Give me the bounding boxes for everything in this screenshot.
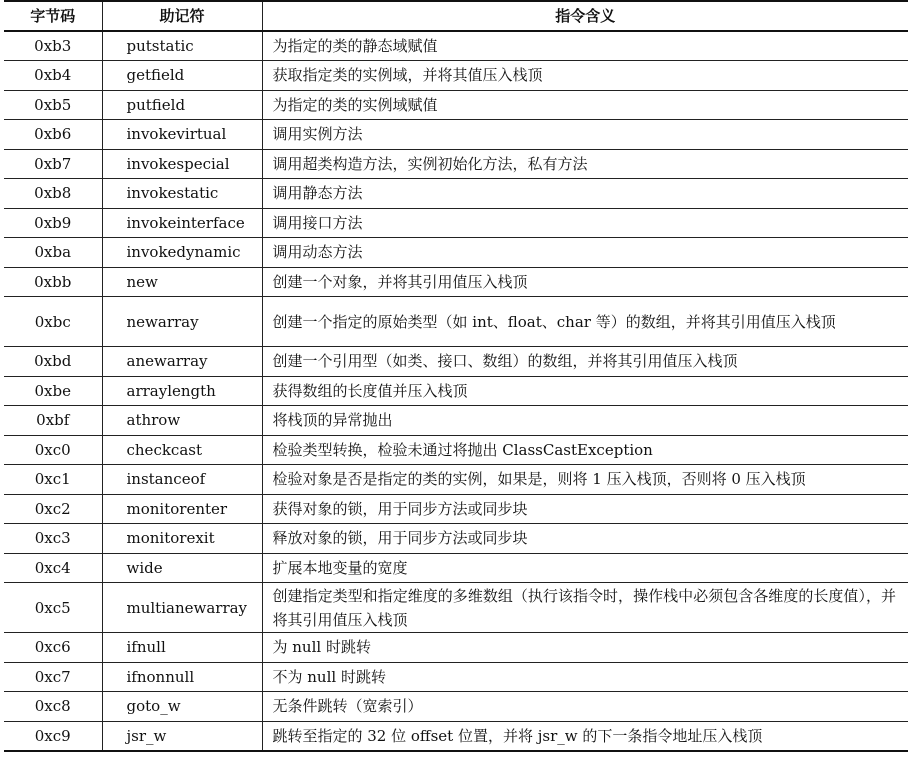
cell-bytecode: 0xc9	[4, 721, 102, 751]
cell-bytecode: 0xbe	[4, 376, 102, 406]
cell-bytecode: 0xc4	[4, 553, 102, 583]
cell-bytecode: 0xc7	[4, 662, 102, 692]
cell-mnemonic: athrow	[102, 406, 262, 436]
cell-mnemonic: instanceof	[102, 465, 262, 495]
cell-bytecode: 0xb9	[4, 208, 102, 238]
cell-bytecode: 0xbd	[4, 347, 102, 377]
cell-bytecode: 0xb3	[4, 31, 102, 61]
cell-bytecode: 0xba	[4, 238, 102, 268]
cell-mnemonic: monitorenter	[102, 494, 262, 524]
cell-meaning: 调用动态方法	[262, 238, 908, 268]
cell-meaning: 调用实例方法	[262, 120, 908, 150]
cell-bytecode: 0xbf	[4, 406, 102, 436]
table-row	[4, 90, 908, 120]
table-header-row	[4, 1, 908, 31]
cell-mnemonic: wide	[102, 553, 262, 583]
cell-meaning: 创建指定类型和指定维度的多维数组（执行该指令时，操作栈中必须包含各维度的长度值），并将其引用值压入栈顶	[262, 583, 908, 633]
cell-meaning: 调用接口方法	[262, 208, 908, 238]
cell-mnemonic: monitorexit	[102, 524, 262, 554]
cell-bytecode: 0xc0	[4, 435, 102, 465]
table-row	[4, 633, 908, 663]
cell-bytecode: 0xc1	[4, 465, 102, 495]
cell-mnemonic: checkcast	[102, 435, 262, 465]
cell-mnemonic: ifnull	[102, 633, 262, 663]
cell-bytecode: 0xc8	[4, 692, 102, 722]
cell-mnemonic: arraylength	[102, 376, 262, 406]
cell-bytecode: 0xb4	[4, 61, 102, 91]
cell-mnemonic: multianewarray	[102, 583, 262, 633]
cell-mnemonic: ifnonnull	[102, 662, 262, 692]
table-row	[4, 267, 908, 297]
cell-bytecode: 0xc6	[4, 633, 102, 663]
cell-bytecode: 0xc3	[4, 524, 102, 554]
table-row	[4, 524, 908, 554]
header-bytecode: 字节码	[4, 1, 102, 31]
cell-meaning: 获得对象的锁，用于同步方法或同步块	[262, 494, 908, 524]
cell-meaning: 为 null 时跳转	[262, 633, 908, 663]
cell-mnemonic: invokespecial	[102, 149, 262, 179]
cell-meaning: 调用超类构造方法，实例初始化方法，私有方法	[262, 149, 908, 179]
table-row	[4, 376, 908, 406]
cell-mnemonic: goto_w	[102, 692, 262, 722]
table-row	[4, 149, 908, 179]
header-mnemonic: 助记符	[102, 1, 262, 31]
cell-meaning: 创建一个引用型（如类、接口、数组）的数组，并将其引用值压入栈顶	[262, 347, 908, 377]
table-row	[4, 494, 908, 524]
cell-meaning: 不为 null 时跳转	[262, 662, 908, 692]
table-row	[4, 721, 908, 751]
bytecode-instruction-table	[4, 0, 908, 752]
cell-meaning: 获得数组的长度值并压入栈顶	[262, 376, 908, 406]
table-row	[4, 583, 908, 633]
cell-bytecode: 0xbc	[4, 297, 102, 347]
cell-meaning: 为指定的类的实例域赋值	[262, 90, 908, 120]
cell-mnemonic: putstatic	[102, 31, 262, 61]
table-row	[4, 120, 908, 150]
cell-bytecode: 0xb5	[4, 90, 102, 120]
cell-meaning: 检验类型转换，检验未通过将抛出 ClassCastException	[262, 435, 908, 465]
table-row	[4, 406, 908, 436]
cell-mnemonic: getfield	[102, 61, 262, 91]
cell-meaning: 无条件跳转（宽索引）	[262, 692, 908, 722]
cell-mnemonic: invokedynamic	[102, 238, 262, 268]
cell-meaning: 检验对象是否是指定的类的实例，如果是，则将 1 压入栈顶，否则将 0 压入栈顶	[262, 465, 908, 495]
cell-bytecode: 0xb6	[4, 120, 102, 150]
cell-meaning: 创建一个对象，并将其引用值压入栈顶	[262, 267, 908, 297]
table-row	[4, 179, 908, 209]
table-row	[4, 465, 908, 495]
cell-mnemonic: putfield	[102, 90, 262, 120]
header-meaning: 指令含义	[262, 1, 908, 31]
table-row	[4, 553, 908, 583]
table-row	[4, 662, 908, 692]
table-row	[4, 238, 908, 268]
table-row	[4, 61, 908, 91]
cell-meaning: 扩展本地变量的宽度	[262, 553, 908, 583]
cell-meaning: 创建一个指定的原始类型（如 int、float、char 等）的数组，并将其引用值压入栈顶	[262, 297, 908, 347]
table-row	[4, 347, 908, 377]
cell-meaning: 释放对象的锁，用于同步方法或同步块	[262, 524, 908, 554]
table-row	[4, 435, 908, 465]
cell-mnemonic: invokestatic	[102, 179, 262, 209]
cell-bytecode: 0xb8	[4, 179, 102, 209]
cell-meaning: 获取指定类的实例域，并将其值压入栈顶	[262, 61, 908, 91]
table-row	[4, 297, 908, 347]
cell-mnemonic: invokevirtual	[102, 120, 262, 150]
cell-mnemonic: invokeinterface	[102, 208, 262, 238]
cell-bytecode: 0xbb	[4, 267, 102, 297]
cell-mnemonic: new	[102, 267, 262, 297]
table-row	[4, 692, 908, 722]
cell-meaning: 调用静态方法	[262, 179, 908, 209]
cell-meaning: 为指定的类的静态域赋值	[262, 31, 908, 61]
cell-bytecode: 0xc2	[4, 494, 102, 524]
cell-mnemonic: newarray	[102, 297, 262, 347]
cell-bytecode: 0xb7	[4, 149, 102, 179]
cell-meaning: 将栈顶的异常抛出	[262, 406, 908, 436]
cell-mnemonic: anewarray	[102, 347, 262, 377]
cell-bytecode: 0xc5	[4, 583, 102, 633]
table-row	[4, 208, 908, 238]
instruction-table-container	[4, 0, 908, 752]
cell-mnemonic: jsr_w	[102, 721, 262, 751]
cell-meaning: 跳转至指定的 32 位 offset 位置，并将 jsr_w 的下一条指令地址压入栈顶	[262, 721, 908, 751]
table-row	[4, 31, 908, 61]
